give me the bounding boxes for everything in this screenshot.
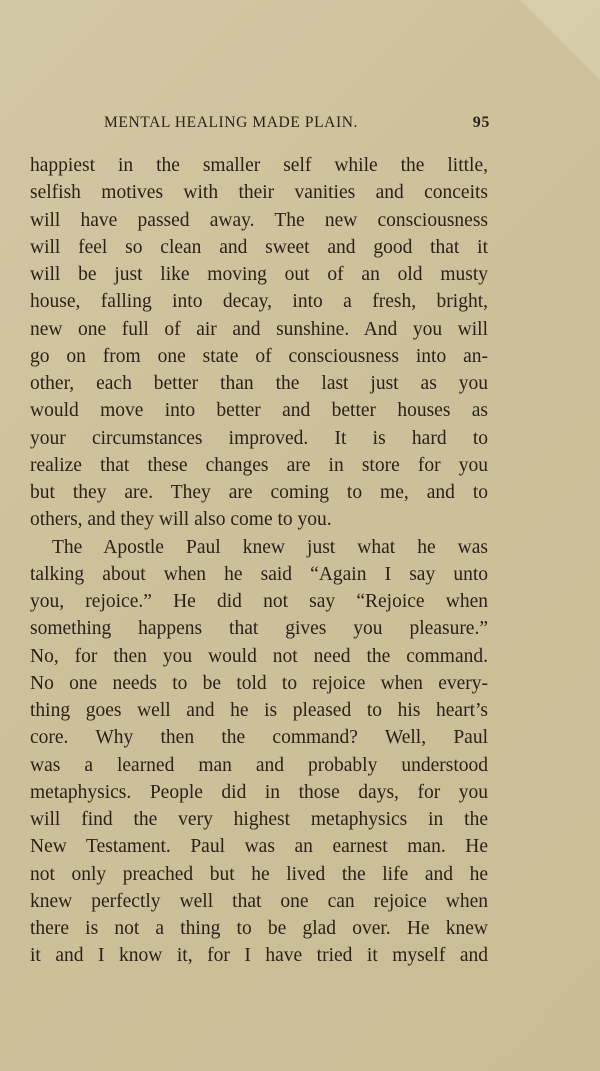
running-title: MENTAL HEALING MADE PLAIN. — [104, 114, 359, 131]
text-line: other, each better than the last just as you — [30, 373, 488, 394]
text-line: but they are. They are coming to me, and to — [30, 482, 488, 503]
page-corner-fold — [520, 0, 600, 80]
text-line: will be just like moving out of an old musty — [30, 264, 488, 285]
text-line: was a learned man and probably understood — [30, 754, 488, 776]
text-line: would move into better and better houses as — [30, 400, 488, 422]
text-line: go on from one state of consciousness into an- — [30, 345, 488, 367]
text-line: something happens that gives you pleasure.” — [30, 618, 488, 640]
text-line: will find the very highest metaphysics in the — [30, 809, 488, 830]
text-line: not only preached but he lived the life and he — [30, 863, 488, 885]
text-line: talking about when he said “Again I say unto — [30, 563, 488, 585]
text-line: will have passed away. The new consciousness — [30, 209, 488, 231]
text-line: thing goes well and he is pleased to his heart’s — [30, 700, 488, 721]
text-line: knew perfectly well that one can rejoice when — [30, 890, 488, 912]
text-line: metaphysics. People did in those days, for you — [30, 781, 488, 803]
text-line: will feel so clean and sweet and good that it — [30, 236, 488, 258]
text-line: selfish motives with their vanities and conceits — [30, 182, 488, 204]
text-line: house, falling into decay, into a fresh, bright, — [30, 291, 488, 313]
page-number: 95 — [472, 114, 490, 131]
text-line: New Testament. Paul was an earnest man. He — [30, 836, 488, 858]
text-line: it and I know it, for I have tried it myself and — [30, 945, 488, 967]
text-line: No, for then you would not need the command. — [30, 645, 488, 667]
text-line: No one needs to be told to rejoice when every- — [30, 672, 488, 694]
text-line: realize that these changes are in store for you — [30, 454, 488, 476]
text-line: new one full of air and sunshine. And you will — [30, 318, 488, 340]
text-line: others, and they will also come to you. — [30, 509, 332, 531]
page-body-text — [30, 152, 488, 970]
text-line: core. Why then the command? Well, Paul — [30, 727, 488, 749]
text-line: The Apostle Paul knew just what he was — [52, 536, 488, 558]
text-line: you, rejoice.” He did not say “Rejoice when — [30, 591, 488, 612]
text-line: your circumstances improved. It is hard to — [30, 427, 488, 449]
text-line: there is not a thing to be glad over. He knew — [30, 918, 488, 939]
text-line: happiest in the smaller self while the little, — [30, 155, 488, 176]
